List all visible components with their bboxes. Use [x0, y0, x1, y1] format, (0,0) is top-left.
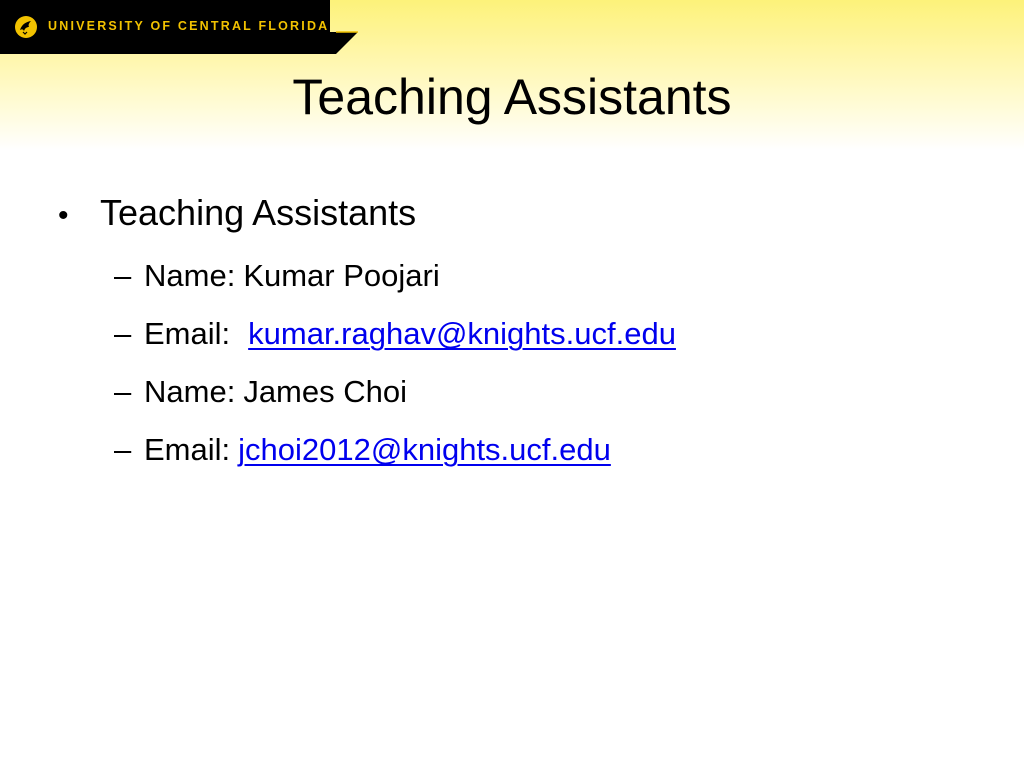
- dash-marker: –: [114, 316, 132, 351]
- bullet-marker: •: [58, 199, 69, 232]
- slide-body: [58, 186, 998, 479]
- ta-name-row: [114, 247, 998, 305]
- ta-email-row: [114, 305, 998, 363]
- dash-marker: –: [114, 432, 132, 467]
- name-label: Name:: [144, 258, 236, 293]
- ta-name: Kumar Poojari: [243, 258, 440, 293]
- ta-email-row: [114, 421, 998, 479]
- sub-bullet-list: [58, 247, 998, 479]
- bullet-item: [58, 186, 998, 243]
- email-label: Email:: [144, 316, 231, 351]
- email-link[interactable]: kumar.raghav@knights.ucf.edu: [248, 316, 676, 351]
- ucf-pegasus-icon: [14, 15, 38, 39]
- email-label: Email:: [144, 432, 231, 467]
- ta-name: James Choi: [243, 374, 407, 409]
- dash-marker: –: [114, 258, 132, 293]
- dash-marker: –: [114, 374, 132, 409]
- brand-text: UNIVERSITY OF CENTRAL FLORIDA: [48, 19, 330, 33]
- slide-title: Teaching Assistants: [292, 69, 732, 125]
- ta-name-row: [114, 363, 998, 421]
- brand-bar: [0, 0, 358, 54]
- name-label: Name:: [144, 374, 236, 409]
- email-link[interactable]: jchoi2012@knights.ucf.edu: [238, 432, 611, 467]
- bullet-text: Teaching Assistants: [100, 192, 417, 233]
